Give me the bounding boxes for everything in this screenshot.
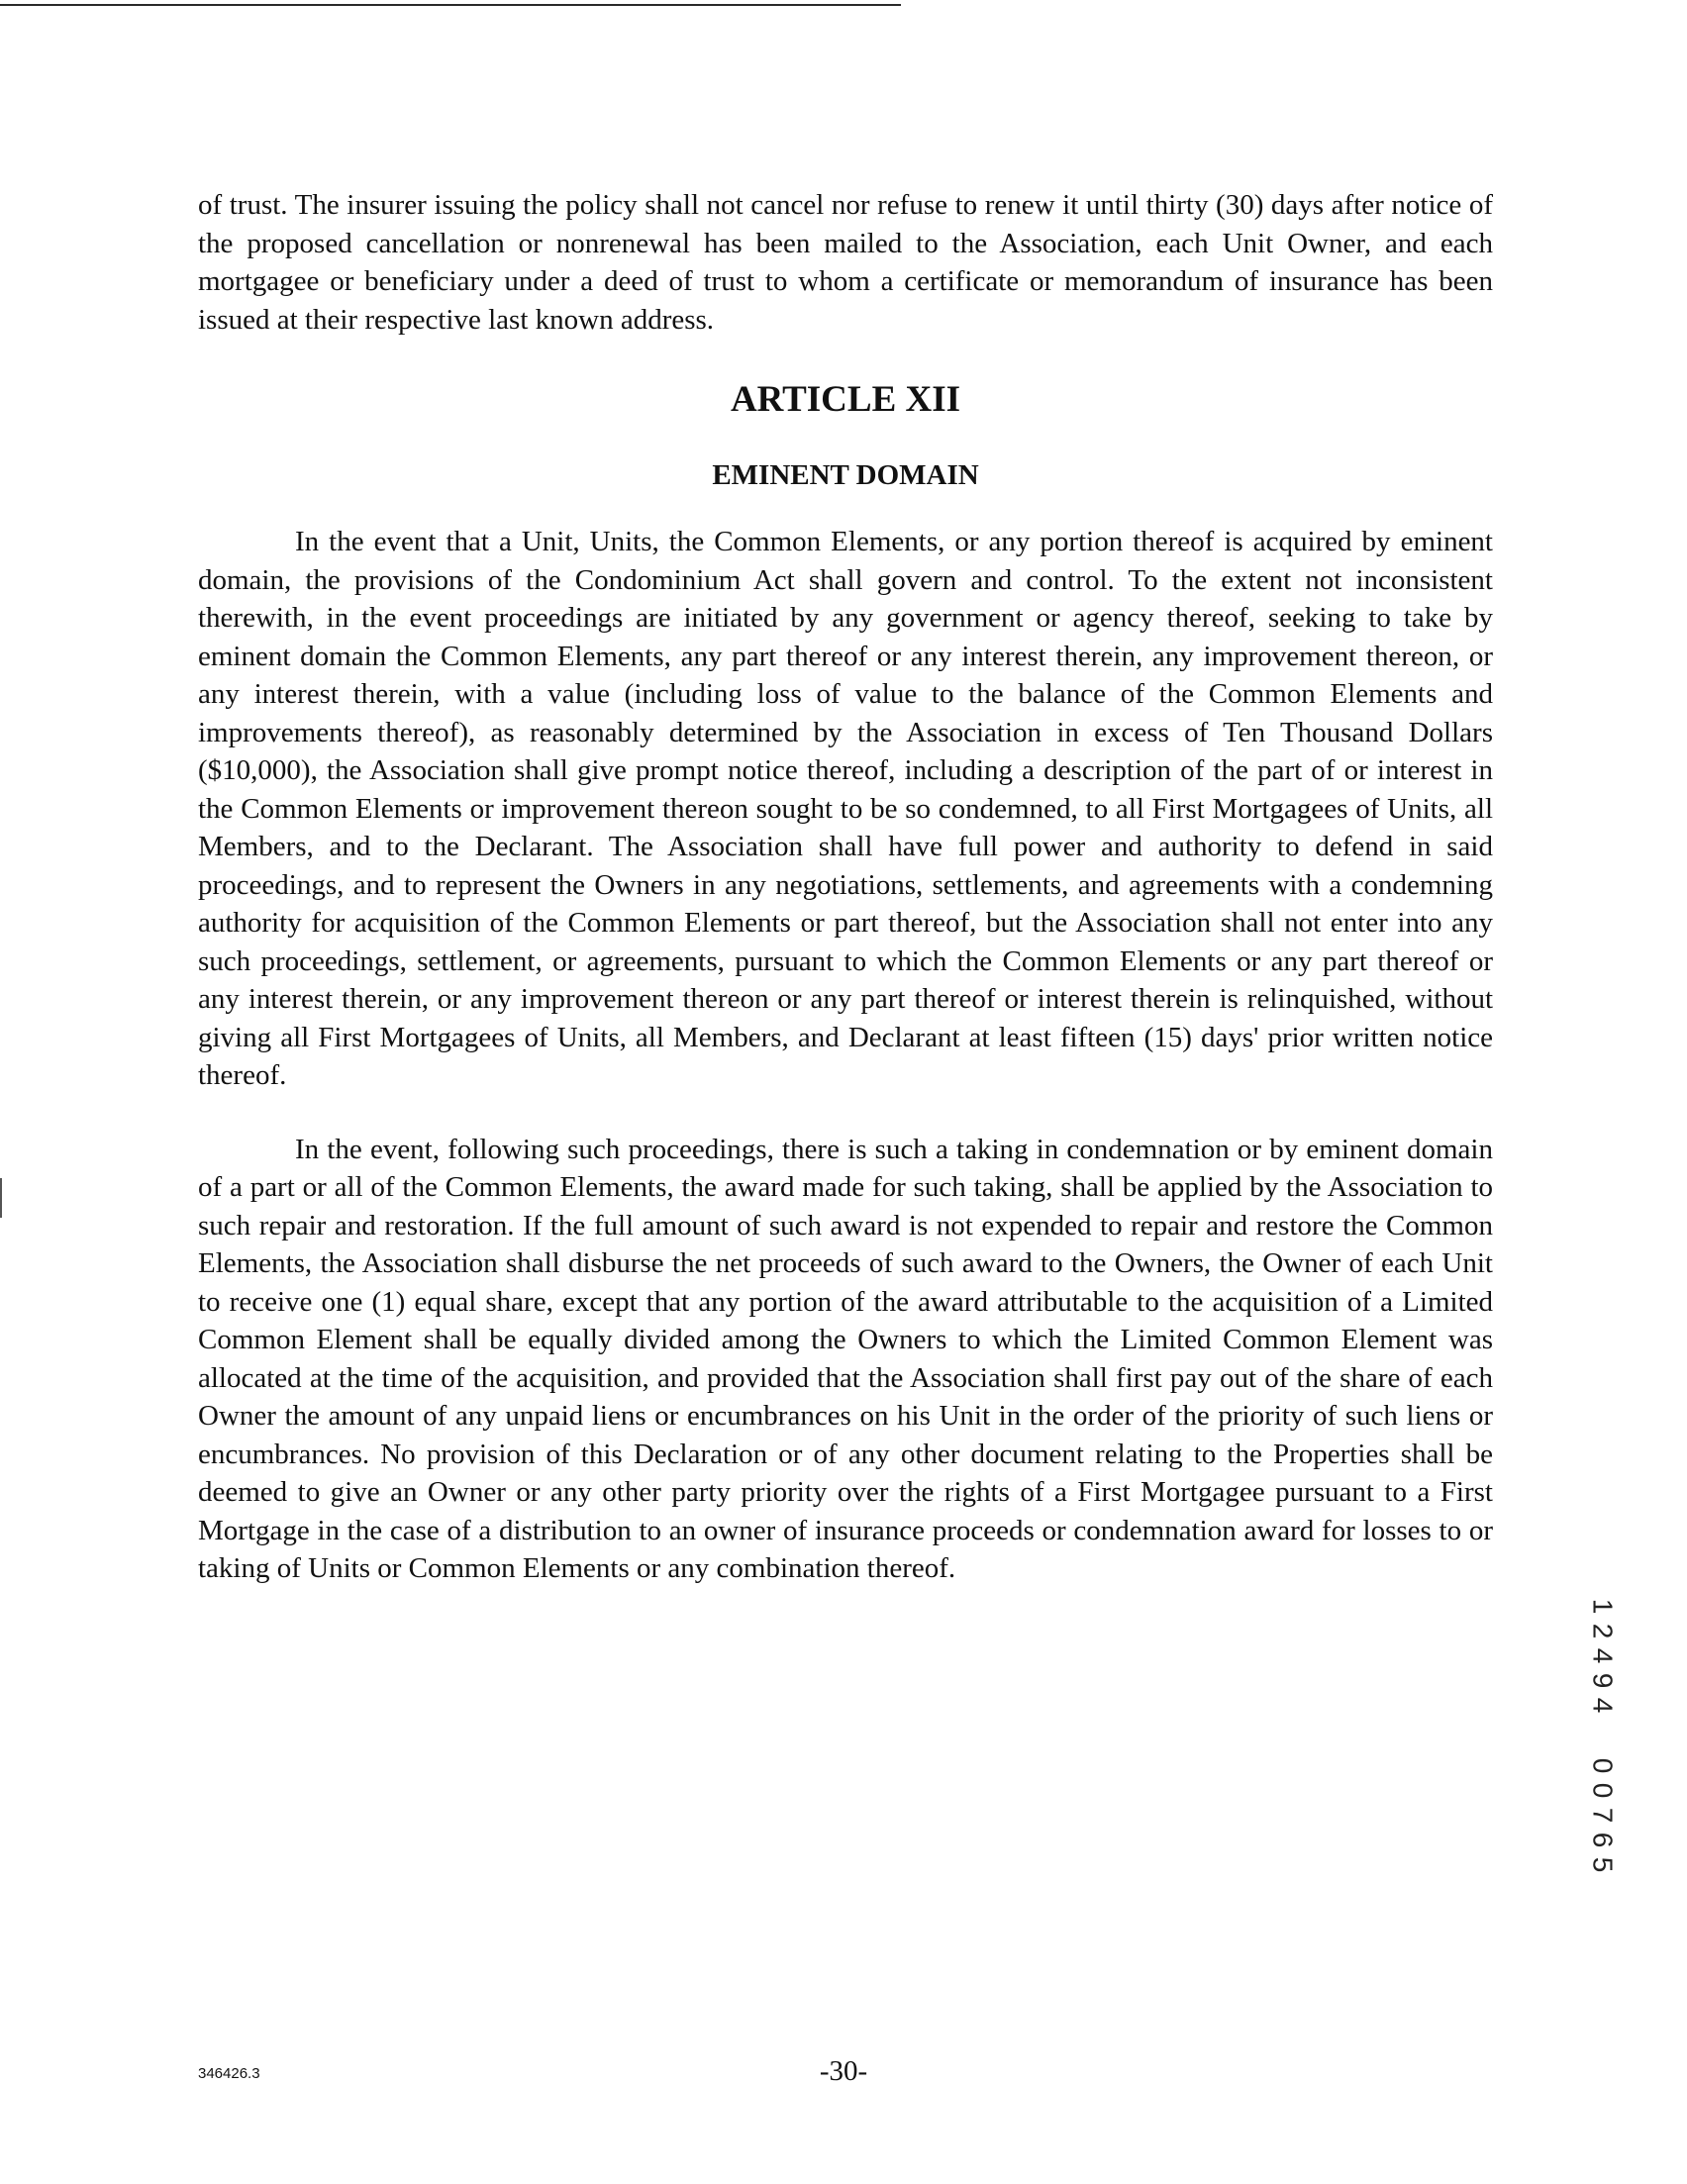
scan-edge-line [0, 4, 901, 6]
paragraph-gap [198, 1095, 1493, 1131]
stamp-digit: 2 [1587, 1623, 1619, 1639]
article-heading: ARTICLE XII [730, 379, 961, 420]
recording-number-stamp [1588, 1594, 1618, 1877]
scan-edge-mark [0, 1178, 2, 1218]
stamp-digit: 0 [1587, 1757, 1619, 1774]
stamp-digit: 4 [1587, 1647, 1619, 1664]
paragraph-continuation: of trust. The insurer issuing the policy shall not cancel nor refuse to renew it until thirty (30) days after notice of the proposed cancellation or nonrenewal has been mailed to the Association, each Unit Owner, and each mortgagee or beneficiary under a deed of trust to whom a certificate or memorandum of insurance has been issued at their respective last known address. [198, 189, 1493, 336]
page-number: -30- [819, 2055, 868, 2087]
stamp-digit: 0 [1587, 1782, 1619, 1799]
stamp-digit: 7 [1587, 1807, 1619, 1824]
section-heading: EMINENT DOMAIN [712, 459, 979, 491]
stamp-digit: 1 [1587, 1598, 1619, 1615]
stamp-digit: 4 [1587, 1697, 1619, 1714]
stamp-digit: 6 [1587, 1832, 1619, 1848]
paragraph-award-distribution: In the event, following such proceedings, there is such a taking in condemnation or by eminent domain of a part or all of the Common Elements, the award made for such taking, shall be applied by the Association to such repair and restoration. If the full amount of such award is not expended to repair and restore the Common Elements, the Association shall disburse the net proceeds of such award to the Owners, the Owner of each Unit to receive one (1) equal share, except that any portion of the award attributable to the acquisition of a Limited Common Element shall be equally divided among the Owners to which the Limited Common Element was allocated at the time of the acquisition, and provided that the Association shall first pay out of the share of each Owner the amount of any unpaid liens or encumbrances on his Unit in the order of the priority of such liens or encumbrances. No provision of this Declaration or of any other document relating to the Properties shall be deemed to give an Owner or any other party priority over the rights of a First Mortgagee pursuant to a First Mortgage in the case of a distribution to an owner of insurance proceeds or condemnation award for losses to or taking of Units or Common Elements or any combination thereof. [198, 1133, 1493, 1584]
stamp-gap [1588, 1718, 1618, 1753]
stamp-digit: 5 [1587, 1856, 1619, 1873]
document-id: 346426.3 [198, 2065, 260, 2082]
paragraph-eminent-domain-proceedings: In the event that a Unit, Units, the Common Elements, or any portion thereof is acquired by eminent domain, the provisions of the Condominium Act shall govern and control. To the extent not inconsistent therewith, in the event proceedings are initiated by any government or agency thereof, seeking to take by eminent domain the Common Elements, any part thereof or any interest therein, any improvement thereon, or any interest therein, with a value (including loss of value to the balance of the Common Elements and improvements thereof), as reasonably determined by the Association in excess of Ten Thousand Dollars ($10,000), the Association shall give prompt notice thereof, including a description of the part of or interest in the Common Elements or improvement thereon sought to be so condemned, to all First Mortgagees of Units, all Members, and to the Declarant. The Association shall have full power and authority to defend in said proceedings, and to represent the Owners in any negotiations, settlements, and agreements with a condemning authority for acquisition of the Common Elements or part thereof, but the Association shall not enter into any such proceedings, settlement, or agreements, pursuant to which the Common Elements or any part thereof or any interest therein, or any improvement thereon or any part thereof or interest therein is relinquished, without giving all First Mortgagees of Units, all Members, and Declarant at least fifteen (15) days' prior written notice thereof. [198, 526, 1493, 1091]
stamp-digit: 9 [1587, 1672, 1619, 1689]
document-body [198, 186, 1493, 1588]
